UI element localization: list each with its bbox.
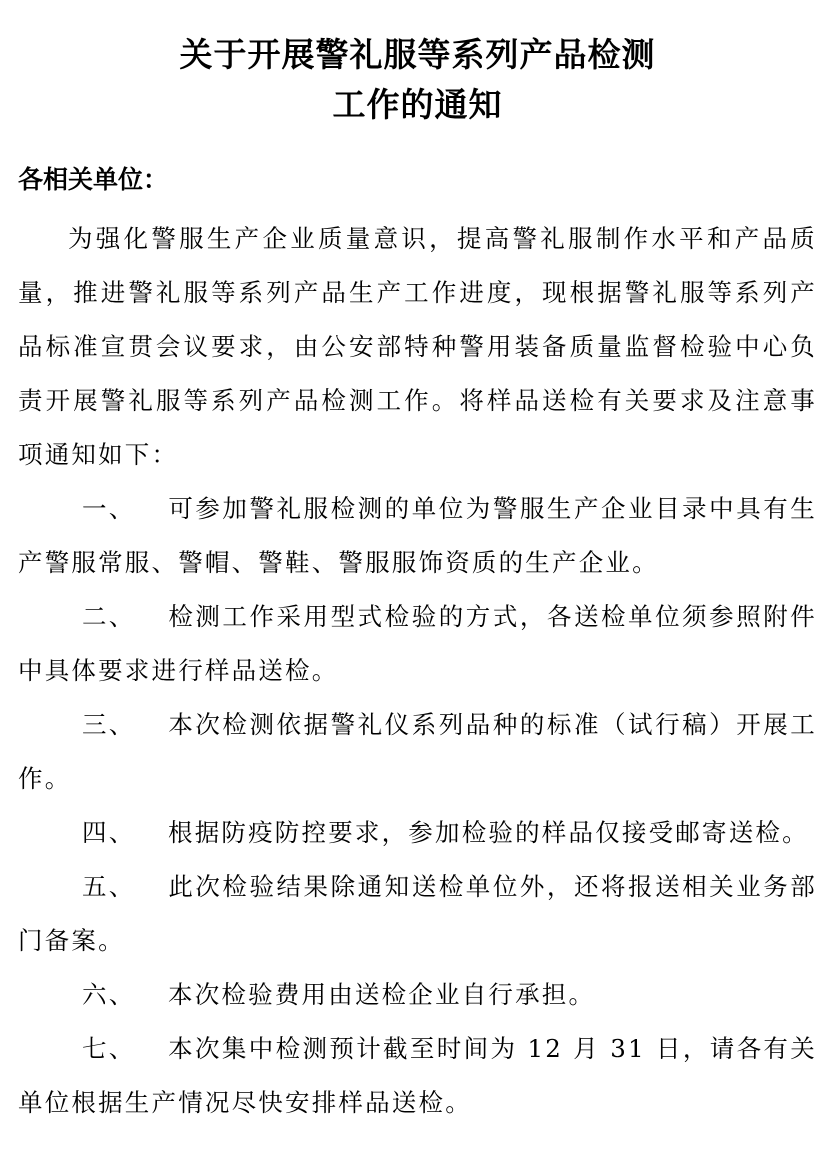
title-line-2: 工作的通知 [332, 85, 503, 124]
title-line-1: 关于开展警礼服等系列产品检测 [179, 35, 656, 74]
list-item [18, 482, 817, 590]
intro-paragraph: 为强化警服生产企业质量意识，提高警礼服制作水平和产品质量，推进警礼服等系列产品生产工作进度，现根据警礼服等系列产品标准宣贯会议要求，由公安部特种警用装备质量监督检验中心负责开展警礼服等系列产品检测工作。将样品送检有关要求及注意事项通知如下： [18, 224, 817, 469]
item-number: 一、 [82, 494, 136, 523]
item-number: 七、 [82, 1034, 136, 1063]
item-text: 本次检验费用由送检企业自行承担。 [168, 980, 596, 1009]
list-item [18, 698, 817, 806]
item-text: 此次检验结果除通知送检单位外，还将报送相关业务部门备案。 [18, 872, 817, 955]
document-title [18, 30, 817, 130]
item-text: 可参加警礼服检测的单位为警服生产企业目录中具有生产警服常服、警帽、警鞋、警服服饰资质的生产企业。 [18, 494, 817, 577]
item-number: 五、 [82, 872, 136, 901]
item-text: 根据防疫防控要求，参加检验的样品仅接受邮寄送检。 [168, 818, 809, 847]
item-number: 四、 [82, 818, 136, 847]
list-item [18, 860, 817, 968]
item-text: 检测工作采用型式检验的方式，各送检单位须参照附件中具体要求进行样品送检。 [18, 602, 817, 685]
list-item [18, 590, 817, 698]
salutation: 各相关单位： [18, 165, 169, 194]
list-item [18, 806, 817, 860]
list-item [18, 1022, 817, 1130]
list-item [18, 968, 817, 1022]
item-number: 三、 [82, 710, 136, 739]
item-number: 六、 [82, 980, 136, 1009]
item-number: 二、 [82, 602, 136, 631]
item-text: 本次集中检测预计截至时间为 12 月 31 日，请各有关单位根据生产情况尽快安排样品送检。 [18, 1034, 817, 1117]
item-text: 本次检测依据警礼仪系列品种的标准（试行稿）开展工作。 [18, 710, 817, 793]
